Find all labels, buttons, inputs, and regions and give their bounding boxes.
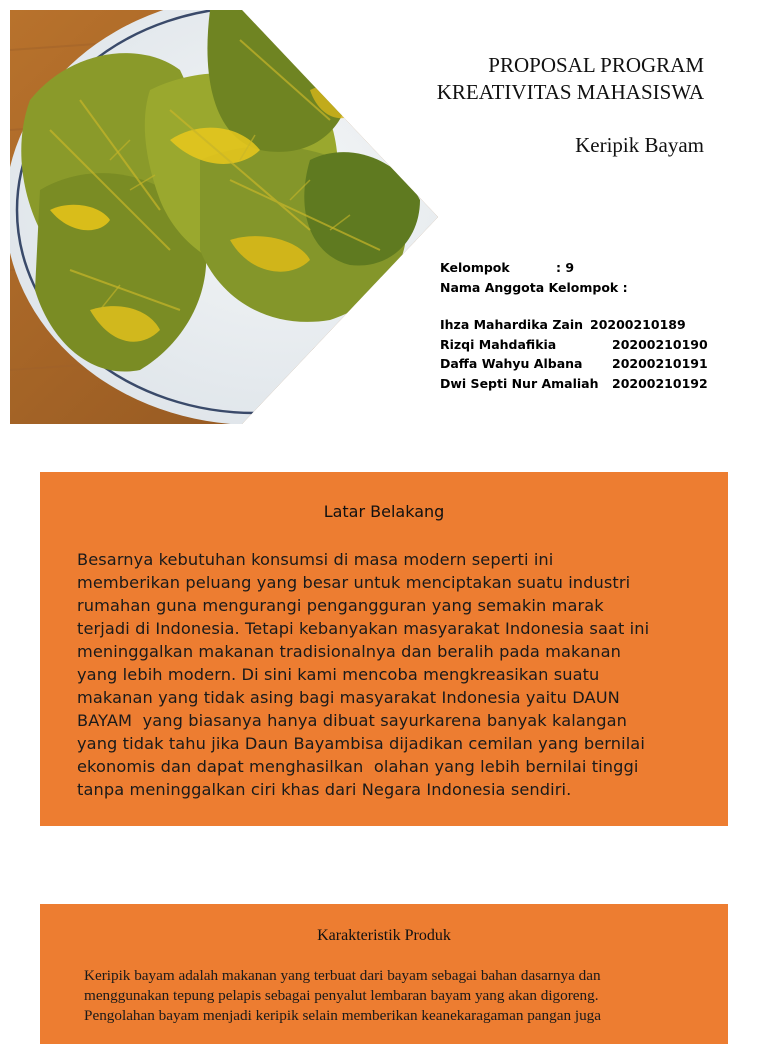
member-name: Rizqi Mahdafikia [440,336,557,352]
latar-belakang-text [77,548,697,801]
member-name: Ihza Mahardika Zain [440,317,583,332]
title-block [364,52,704,159]
text-line: yang lebih modern. Di sini kami mencoba mengkreasikan suatu [77,665,600,684]
member-id: 20200210192 [612,375,708,391]
kelompok-label: Kelompok [440,260,510,275]
latar-belakang-heading: Latar Belakang [323,502,445,521]
latar-belakang-box [40,472,728,826]
member-name: Daffa Wahyu Albana [440,356,583,371]
group-info [440,258,740,393]
text-line: Pengolahan bayam menjadi keripik selain memberikan keanekaragaman pangan juga [84,1007,602,1024]
text-line: BAYAM yang biasanya hanya dibuat sayurkarena banyak kalangan [77,711,627,730]
member-row [440,374,740,394]
member-name: Dwi Septi Nur Amaliah [440,375,599,391]
karakteristik-produk-box [40,904,728,1044]
title-line-2: KREATIVITAS MAHASISWA [436,80,704,104]
member-id: 20200210191 [612,356,708,371]
kelompok-row [440,258,740,278]
text-line: memberikan peluang yang besar untuk menciptakan suatu industri [77,573,631,592]
member-id: 20200210189 [590,317,686,332]
text-line: terjadi di Indonesia. Tetapi kebanyakan masyarakat Indonesia saat ini [77,619,650,638]
member-id: 20200210190 [612,336,708,352]
members-label: Nama Anggota Kelompok : [440,279,628,295]
kelompok-value: : 9 [556,260,575,275]
text-line: makanan yang tidak asing bagi masyarakat Indonesia yaitu DAUN [77,688,620,707]
text-line: rumahan guna mengurangi pengangguran yang semakin marak [77,596,604,615]
product-subtitle: Keripik Bayam [575,133,704,157]
member-row [440,354,740,374]
karakteristik-text [84,966,704,1026]
text-line: Besarnya kebutuhan konsumsi di masa modern seperti ini [77,550,554,569]
text-line: meninggalkan makanan tradisionalnya dan beralih pada makanan [77,642,621,661]
text-line: tanpa meninggalkan ciri khas dari Negara Indonesia sendiri. [77,780,572,799]
text-line: ekonomis dan dapat menghasilkan olahan yang lebih bernilai tinggi [77,757,639,776]
text-line: yang tidak tahu jika Daun Bayambisa dijadikan cemilan yang bernilai [77,734,645,753]
member-row [440,315,740,335]
member-row [440,335,740,355]
title-line-1: PROPOSAL PROGRAM [488,53,704,77]
karakteristik-heading: Karakteristik Produk [317,927,451,944]
text-line: menggunakan tepung pelapis sebagai penyalut lembaran bayam yang akan digoreng. [84,987,599,1004]
text-line: Keripik bayam adalah makanan yang terbuat dari bayam sebagai bahan dasarnya dan [84,967,601,984]
